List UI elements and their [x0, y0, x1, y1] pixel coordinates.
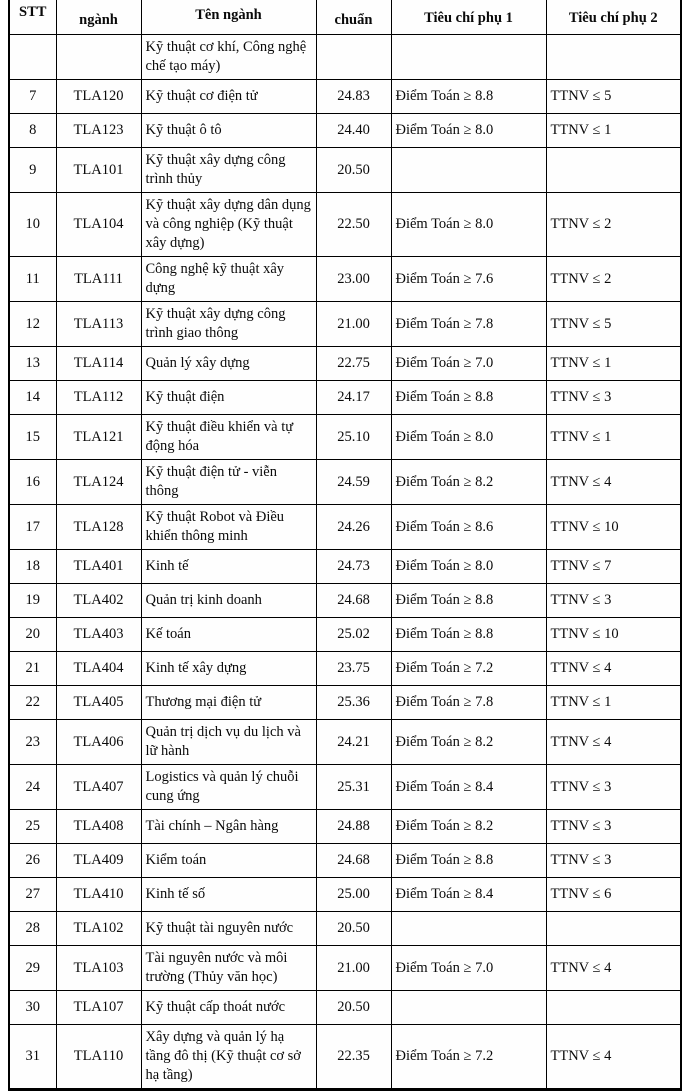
cell-ma-nganh: TLA113 [56, 302, 141, 347]
cell-tieu-chi-phu-2 [546, 35, 681, 80]
table-row [9, 765, 681, 810]
cell-tieu-chi-phu-1: Điểm Toán ≥ 8.2 [391, 810, 546, 844]
cell-diem-chuan: 24.26 [316, 505, 391, 550]
cell-ma-nganh: TLA406 [56, 720, 141, 765]
cell-ten-nganh: Kế toán [141, 618, 316, 652]
cell-tieu-chi-phu-2: TTNV ≤ 4 [546, 720, 681, 765]
cell-ma-nganh: TLA102 [56, 912, 141, 946]
table-row [9, 347, 681, 381]
table-row [9, 618, 681, 652]
cell-ma-nganh: TLA402 [56, 584, 141, 618]
cell-diem-chuan: 25.31 [316, 765, 391, 810]
cell-tieu-chi-phu-2: TTNV ≤ 10 [546, 505, 681, 550]
cell-tieu-chi-phu-2: TTNV ≤ 1 [546, 114, 681, 148]
cell-stt: 23 [9, 720, 56, 765]
cell-diem-chuan: 24.17 [316, 381, 391, 415]
cell-tieu-chi-phu-2: TTNV ≤ 1 [546, 347, 681, 381]
cell-ma-nganh: TLA128 [56, 505, 141, 550]
cell-stt: 13 [9, 347, 56, 381]
table-row [9, 1025, 681, 1090]
cell-tieu-chi-phu-1: Điểm Toán ≥ 7.0 [391, 946, 546, 991]
cell-tieu-chi-phu-1: Điểm Toán ≥ 8.8 [391, 584, 546, 618]
cell-ma-nganh: TLA120 [56, 80, 141, 114]
cell-stt: 10 [9, 193, 56, 257]
cell-diem-chuan: 22.50 [316, 193, 391, 257]
cell-diem-chuan: 24.59 [316, 460, 391, 505]
table-row [9, 878, 681, 912]
cell-stt: 29 [9, 946, 56, 991]
cell-tieu-chi-phu-1: Điểm Toán ≥ 8.8 [391, 844, 546, 878]
cell-ma-nganh [56, 35, 141, 80]
cell-ten-nganh: Quản trị dịch vụ du lịch và lữ hành [141, 720, 316, 765]
cell-tieu-chi-phu-1: Điểm Toán ≥ 8.0 [391, 550, 546, 584]
cell-ten-nganh: Kỹ thuật cơ điện tử [141, 80, 316, 114]
cell-tieu-chi-phu-1: Điểm Toán ≥ 8.8 [391, 80, 546, 114]
cell-diem-chuan: 20.50 [316, 148, 391, 193]
cell-tieu-chi-phu-2 [546, 991, 681, 1025]
header-tc2-label: Tiêu chí phụ 2 [568, 9, 658, 26]
cell-tieu-chi-phu-2: TTNV ≤ 3 [546, 765, 681, 810]
table-row [9, 80, 681, 114]
header-ten-nganh [141, 0, 316, 35]
header-tieu-chi-phu-2 [546, 0, 681, 35]
table-row [9, 844, 681, 878]
cell-ten-nganh: Kỹ thuật tài nguyên nước [141, 912, 316, 946]
cell-diem-chuan [316, 35, 391, 80]
cell-diem-chuan: 24.73 [316, 550, 391, 584]
table-row [9, 148, 681, 193]
cell-tieu-chi-phu-1: Điểm Toán ≥ 8.8 [391, 381, 546, 415]
cell-tieu-chi-phu-1 [391, 912, 546, 946]
cell-ten-nganh: Công nghệ kỹ thuật xây dựng [141, 257, 316, 302]
cell-tieu-chi-phu-2: TTNV ≤ 10 [546, 618, 681, 652]
cell-ma-nganh: TLA404 [56, 652, 141, 686]
header-tc1-label: Tiêu chí phụ 1 [424, 9, 513, 26]
cell-stt: 9 [9, 148, 56, 193]
cell-diem-chuan: 20.50 [316, 912, 391, 946]
cell-stt: 30 [9, 991, 56, 1025]
cell-diem-chuan: 21.00 [316, 946, 391, 991]
cell-ma-nganh: TLA112 [56, 381, 141, 415]
table-row [9, 114, 681, 148]
cell-ten-nganh: Kỹ thuật điều khiển và tự động hóa [141, 415, 316, 460]
cell-ma-nganh: TLA104 [56, 193, 141, 257]
table-row [9, 35, 681, 80]
cell-tieu-chi-phu-2: TTNV ≤ 1 [546, 686, 681, 720]
cell-tieu-chi-phu-2: TTNV ≤ 2 [546, 257, 681, 302]
cell-tieu-chi-phu-2: TTNV ≤ 3 [546, 810, 681, 844]
cell-ten-nganh: Kỹ thuật điện [141, 381, 316, 415]
cell-ten-nganh: Kỹ thuật điện tử - viễn thông [141, 460, 316, 505]
cell-stt [9, 35, 56, 80]
cell-tieu-chi-phu-2: TTNV ≤ 3 [546, 381, 681, 415]
cell-tieu-chi-phu-1: Điểm Toán ≥ 7.8 [391, 686, 546, 720]
cell-tieu-chi-phu-2 [546, 148, 681, 193]
table-row [9, 686, 681, 720]
cell-tieu-chi-phu-2 [546, 912, 681, 946]
admission-scores-table [8, 0, 682, 1091]
cell-diem-chuan: 24.83 [316, 80, 391, 114]
cell-ma-nganh: TLA101 [56, 148, 141, 193]
header-stt [9, 0, 56, 35]
cell-tieu-chi-phu-1: Điểm Toán ≥ 8.8 [391, 618, 546, 652]
cell-ten-nganh: Thương mại điện tử [141, 686, 316, 720]
cell-tieu-chi-phu-2: TTNV ≤ 4 [546, 1025, 681, 1090]
table-header [9, 0, 681, 35]
cell-tieu-chi-phu-1: Điểm Toán ≥ 7.2 [391, 652, 546, 686]
cell-tieu-chi-phu-1 [391, 991, 546, 1025]
cell-ten-nganh: Kỹ thuật cấp thoát nước [141, 991, 316, 1025]
cell-diem-chuan: 25.02 [316, 618, 391, 652]
cell-ten-nganh: Tài chính – Ngân hàng [141, 810, 316, 844]
table-body [9, 35, 681, 1090]
cell-ma-nganh: TLA111 [56, 257, 141, 302]
cell-ten-nganh: Kiểm toán [141, 844, 316, 878]
cell-stt: 21 [9, 652, 56, 686]
header-ma-nganh [56, 0, 141, 35]
cell-diem-chuan: 21.00 [316, 302, 391, 347]
cell-stt: 20 [9, 618, 56, 652]
cell-tieu-chi-phu-1: Điểm Toán ≥ 8.2 [391, 460, 546, 505]
cell-ten-nganh: Kỹ thuật Robot và Điều khiển thông minh [141, 505, 316, 550]
cell-ten-nganh: Quản lý xây dựng [141, 347, 316, 381]
cell-ten-nganh: Quản trị kinh doanh [141, 584, 316, 618]
table-row [9, 460, 681, 505]
cell-stt: 19 [9, 584, 56, 618]
header-ten-label: Tên ngành [195, 7, 262, 23]
cell-tieu-chi-phu-2: TTNV ≤ 7 [546, 550, 681, 584]
cell-stt: 17 [9, 505, 56, 550]
cell-tieu-chi-phu-1: Điểm Toán ≥ 8.0 [391, 415, 546, 460]
cell-tieu-chi-phu-1: Điểm Toán ≥ 7.0 [391, 347, 546, 381]
cell-ma-nganh: TLA124 [56, 460, 141, 505]
cell-diem-chuan: 25.36 [316, 686, 391, 720]
cell-ma-nganh: TLA114 [56, 347, 141, 381]
cell-tieu-chi-phu-2: TTNV ≤ 4 [546, 460, 681, 505]
cell-stt: 26 [9, 844, 56, 878]
cell-stt: 24 [9, 765, 56, 810]
cell-ma-nganh: TLA407 [56, 765, 141, 810]
cell-ma-nganh: TLA410 [56, 878, 141, 912]
cell-stt: 25 [9, 810, 56, 844]
cell-tieu-chi-phu-1: Điểm Toán ≥ 7.8 [391, 302, 546, 347]
cell-stt: 11 [9, 257, 56, 302]
cell-diem-chuan: 22.35 [316, 1025, 391, 1090]
cell-stt: 7 [9, 80, 56, 114]
table-row [9, 381, 681, 415]
table-row [9, 652, 681, 686]
cell-tieu-chi-phu-2: TTNV ≤ 1 [546, 415, 681, 460]
cell-stt: 27 [9, 878, 56, 912]
header-diem-chuan [316, 0, 391, 35]
cell-ten-nganh: Kỹ thuật cơ khí, Công nghệ chế tạo máy) [141, 35, 316, 80]
cell-ma-nganh: TLA408 [56, 810, 141, 844]
header-tieu-chi-phu-1 [391, 0, 546, 35]
cell-ten-nganh: Kỹ thuật ô tô [141, 114, 316, 148]
cell-ma-nganh: TLA403 [56, 618, 141, 652]
cell-tieu-chi-phu-2: TTNV ≤ 3 [546, 844, 681, 878]
cell-ten-nganh: Xây dựng và quản lý hạ tầng đô thị (Kỹ thuật cơ sở hạ tầng) [141, 1025, 316, 1090]
cell-diem-chuan: 24.21 [316, 720, 391, 765]
table-row [9, 302, 681, 347]
cell-diem-chuan: 22.75 [316, 347, 391, 381]
header-stt-label: STT [19, 4, 47, 20]
cell-ten-nganh: Kinh tế xây dựng [141, 652, 316, 686]
cell-ma-nganh: TLA107 [56, 991, 141, 1025]
table-row [9, 257, 681, 302]
cell-diem-chuan: 20.50 [316, 991, 391, 1025]
cell-tieu-chi-phu-2: TTNV ≤ 4 [546, 946, 681, 991]
cell-tieu-chi-phu-2: TTNV ≤ 4 [546, 652, 681, 686]
cell-ma-nganh: TLA405 [56, 686, 141, 720]
table-row [9, 912, 681, 946]
cell-diem-chuan: 24.88 [316, 810, 391, 844]
table-row [9, 720, 681, 765]
cell-ma-nganh: TLA121 [56, 415, 141, 460]
cell-stt: 18 [9, 550, 56, 584]
cell-tieu-chi-phu-2: TTNV ≤ 5 [546, 80, 681, 114]
cell-stt: 14 [9, 381, 56, 415]
cell-tieu-chi-phu-2: TTNV ≤ 5 [546, 302, 681, 347]
cell-ten-nganh: Kỹ thuật xây dựng dân dụng và công nghiệp (Kỹ thuật xây dựng) [141, 193, 316, 257]
cell-tieu-chi-phu-1 [391, 148, 546, 193]
cell-ma-nganh: TLA409 [56, 844, 141, 878]
cell-ma-nganh: TLA401 [56, 550, 141, 584]
cell-stt: 12 [9, 302, 56, 347]
cell-diem-chuan: 23.00 [316, 257, 391, 302]
cell-stt: 28 [9, 912, 56, 946]
cell-tieu-chi-phu-1: Điểm Toán ≥ 8.6 [391, 505, 546, 550]
table-row [9, 415, 681, 460]
table-row [9, 193, 681, 257]
cell-tieu-chi-phu-1: Điểm Toán ≥ 8.4 [391, 765, 546, 810]
cell-tieu-chi-phu-1: Điểm Toán ≥ 8.4 [391, 878, 546, 912]
table-row [9, 810, 681, 844]
cell-ma-nganh: TLA110 [56, 1025, 141, 1090]
cell-ten-nganh: Logistics và quản lý chuỗi cung ứng [141, 765, 316, 810]
cell-diem-chuan: 24.68 [316, 584, 391, 618]
cell-tieu-chi-phu-1: Điểm Toán ≥ 7.2 [391, 1025, 546, 1090]
table-row [9, 584, 681, 618]
cell-tieu-chi-phu-1: Điểm Toán ≥ 7.6 [391, 257, 546, 302]
cell-tieu-chi-phu-1: Điểm Toán ≥ 8.0 [391, 193, 546, 257]
cell-diem-chuan: 24.68 [316, 844, 391, 878]
cell-tieu-chi-phu-2: TTNV ≤ 3 [546, 584, 681, 618]
cell-diem-chuan: 25.00 [316, 878, 391, 912]
cell-ten-nganh: Kỹ thuật xây dựng công trình thủy [141, 148, 316, 193]
cell-ten-nganh: Kỹ thuật xây dựng công trình giao thông [141, 302, 316, 347]
header-row [9, 0, 681, 35]
cell-stt: 8 [9, 114, 56, 148]
cell-stt: 15 [9, 415, 56, 460]
cell-tieu-chi-phu-2: TTNV ≤ 2 [546, 193, 681, 257]
table-row [9, 505, 681, 550]
cell-diem-chuan: 23.75 [316, 652, 391, 686]
cell-ma-nganh: TLA123 [56, 114, 141, 148]
cell-stt: 22 [9, 686, 56, 720]
header-chuan-label: chuẩn [334, 12, 373, 28]
cell-tieu-chi-phu-1: Điểm Toán ≥ 8.2 [391, 720, 546, 765]
cell-ma-nganh: TLA103 [56, 946, 141, 991]
cell-stt: 31 [9, 1025, 56, 1090]
cell-tieu-chi-phu-2: TTNV ≤ 6 [546, 878, 681, 912]
cell-diem-chuan: 25.10 [316, 415, 391, 460]
cell-tieu-chi-phu-1: Điểm Toán ≥ 8.0 [391, 114, 546, 148]
cell-diem-chuan: 24.40 [316, 114, 391, 148]
table-row [9, 991, 681, 1025]
cell-ten-nganh: Kinh tế số [141, 878, 316, 912]
cell-tieu-chi-phu-1 [391, 35, 546, 80]
table-row [9, 946, 681, 991]
table-row [9, 550, 681, 584]
cell-ten-nganh: Tài nguyên nước và môi trường (Thủy văn học) [141, 946, 316, 991]
cell-ten-nganh: Kinh tế [141, 550, 316, 584]
header-ma-label: ngành [79, 12, 118, 28]
cell-stt: 16 [9, 460, 56, 505]
